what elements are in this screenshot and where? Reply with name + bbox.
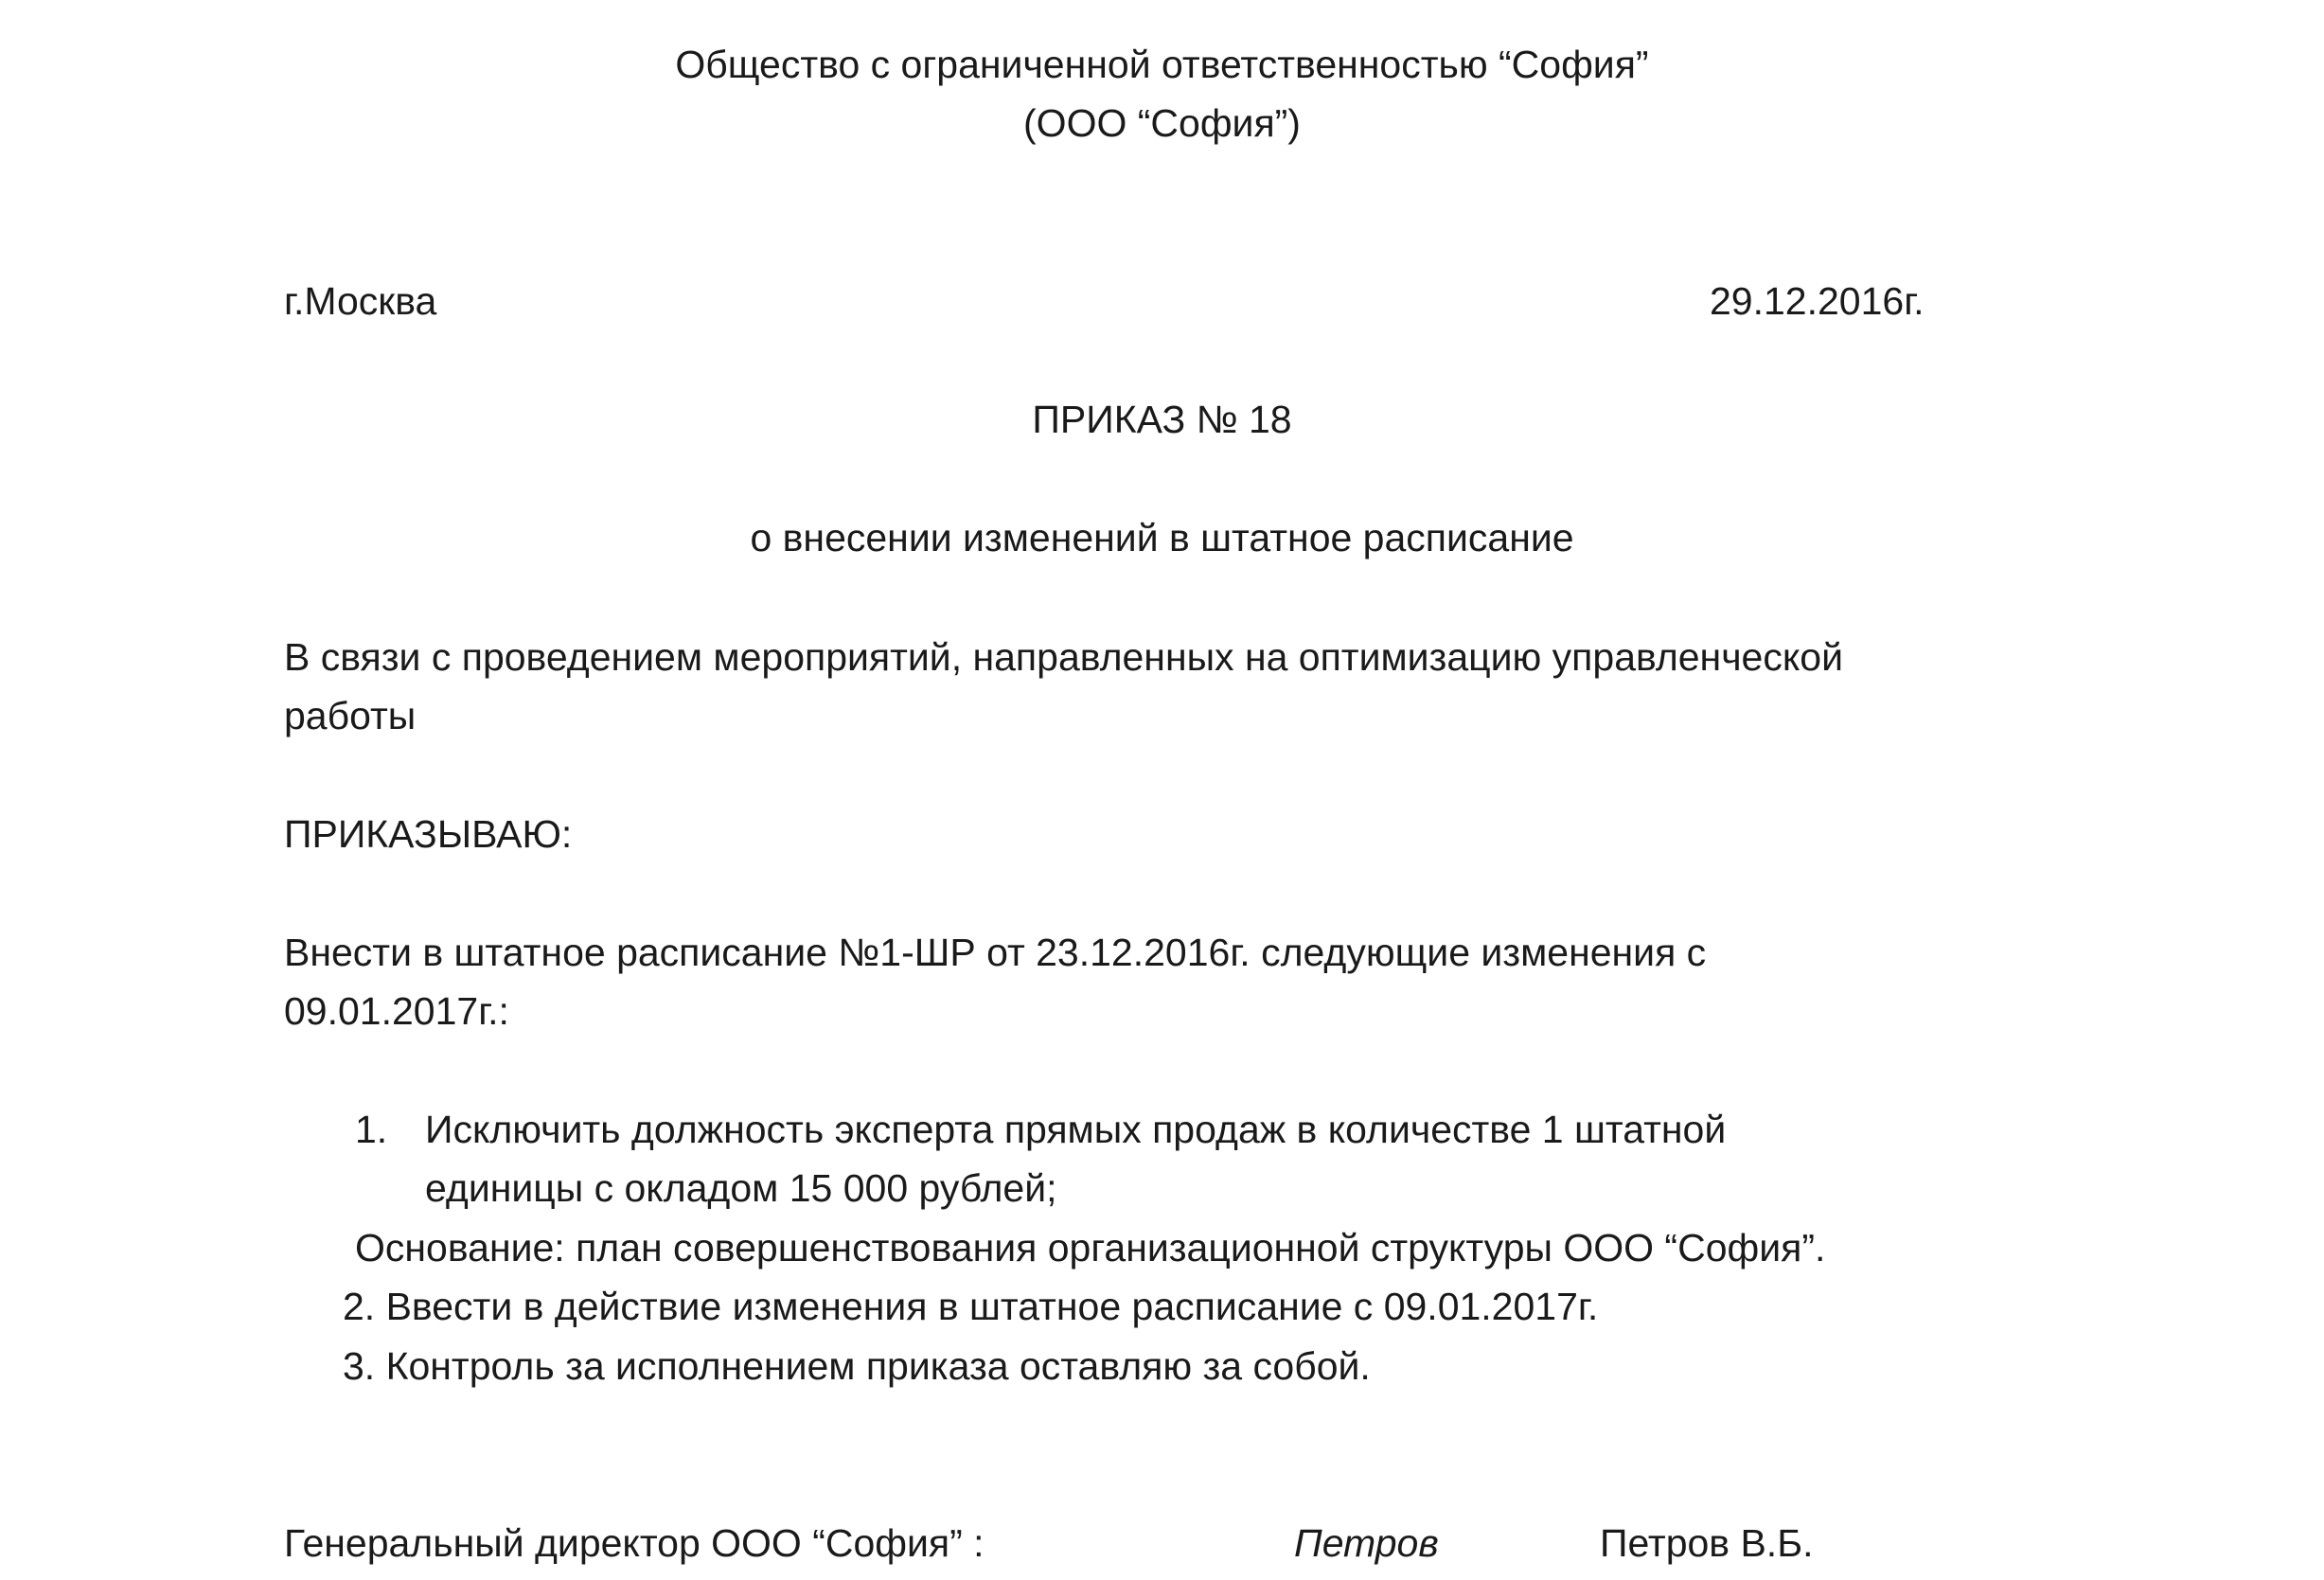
- intro-line-2: 09.01.2017г.:: [284, 989, 509, 1033]
- preamble-line-1: В связи с проведением мероприятий, направленных на оптимизацию управленческой: [284, 635, 1843, 679]
- order-subject: о внесении изменений в штатное расписание: [750, 516, 1574, 559]
- list-item-3: 3. Контроль за исполнением приказа оставляю за собой.: [343, 1344, 1371, 1388]
- list-item-number: 1.: [355, 1108, 388, 1151]
- handwritten-signature: Петров: [1294, 1521, 1439, 1565]
- preamble-line-2: работы: [284, 694, 417, 737]
- org-full-name: Общество с ограниченной ответственностью “София”: [675, 43, 1649, 86]
- basis-line: Основание: план совершенствования организационной структуры ООО “София”.: [355, 1226, 1826, 1269]
- org-short-name: (ООО “София”): [1023, 101, 1301, 145]
- signatory-name: Петров В.Б.: [1600, 1521, 1814, 1565]
- list-item-2: 2. Ввести в действие изменения в штатное расписание с 09.01.2017г.: [343, 1285, 1599, 1328]
- intro-line-1: Внести в штатное расписание №1-ШР от 23.12.2016г. следующие изменения с: [284, 931, 1707, 974]
- order-title: ПРИКАЗ № 18: [1032, 398, 1292, 441]
- list-item-line-1: Исключить должность эксперта прямых продаж в количестве 1 штатной: [425, 1108, 1727, 1151]
- city: г.Москва: [284, 279, 437, 323]
- order-date: 29.12.2016г.: [1710, 279, 1925, 323]
- directive: ПРИКАЗЫВАЮ:: [284, 812, 573, 856]
- signature-position: Генеральный директор ООО “София” :: [284, 1521, 985, 1565]
- list-item-line-2: единицы с окладом 15 000 рублей;: [425, 1166, 1057, 1210]
